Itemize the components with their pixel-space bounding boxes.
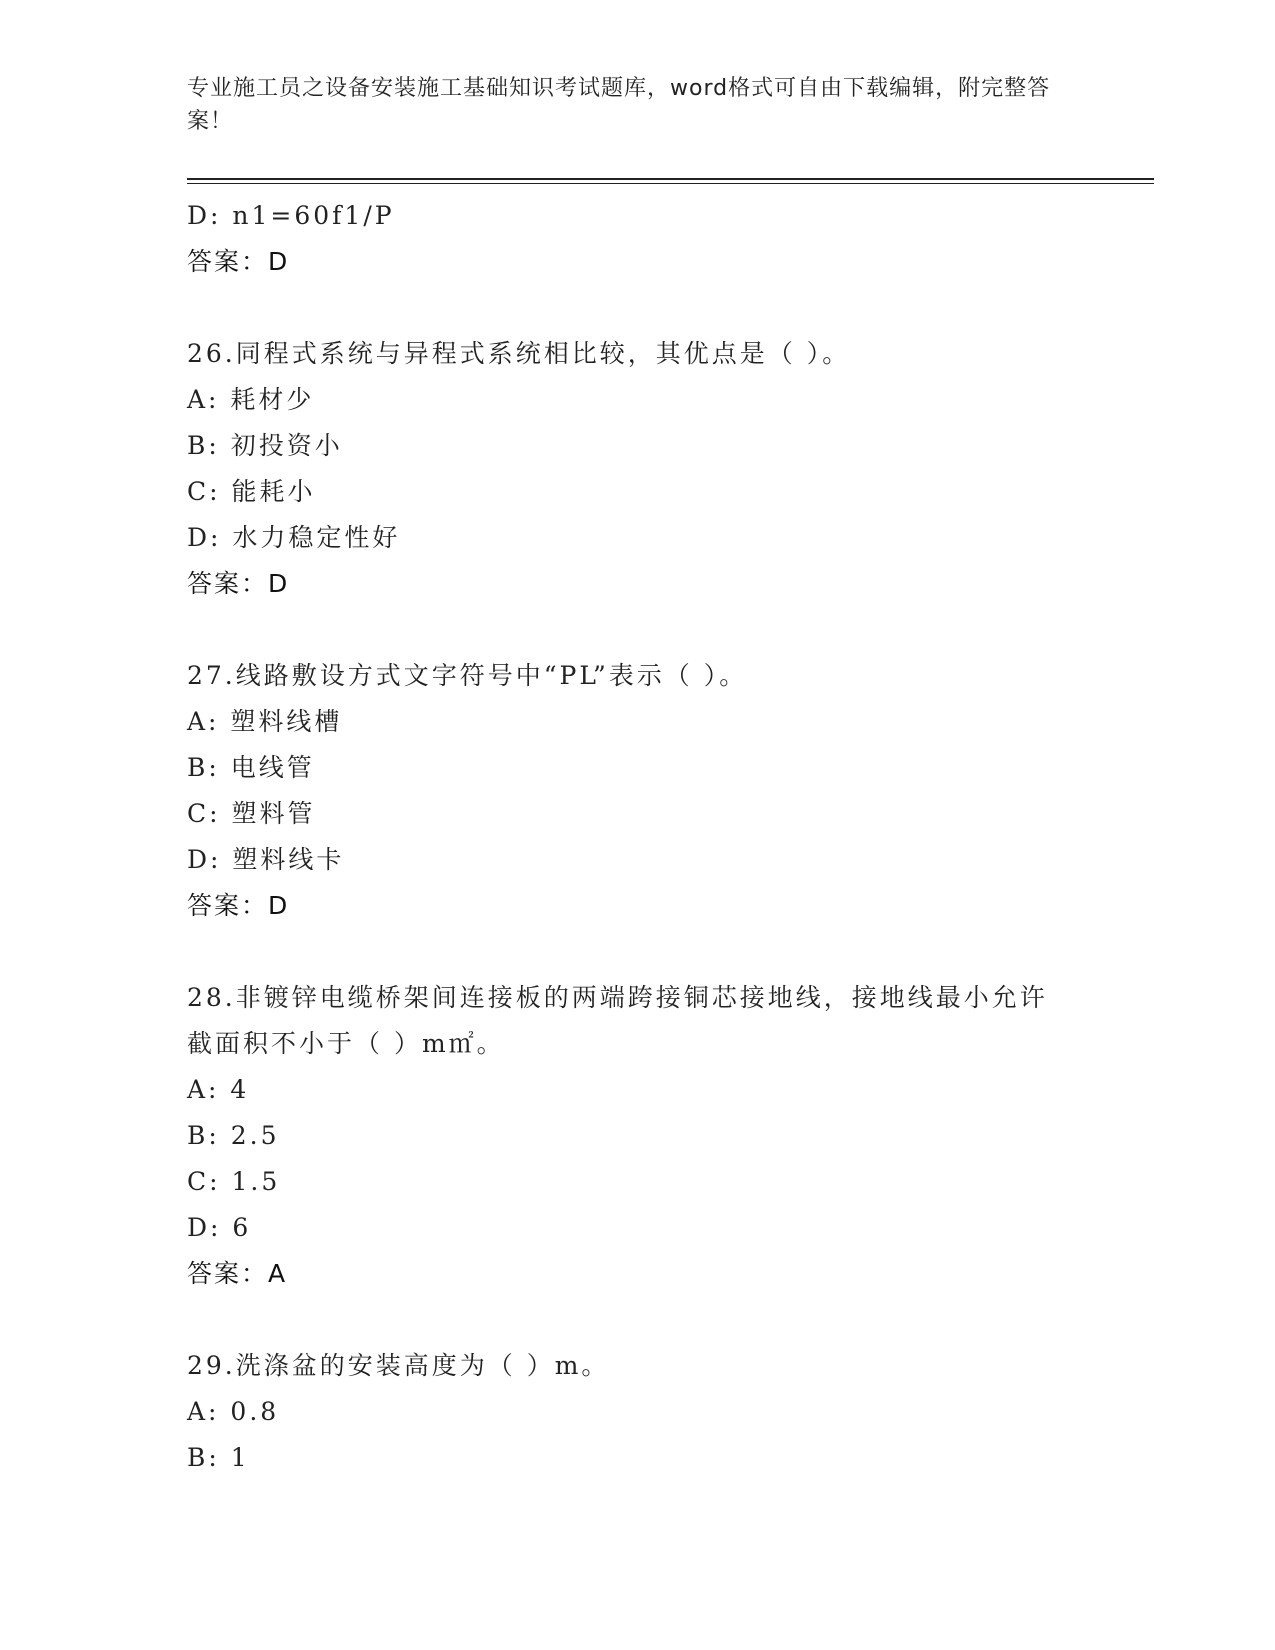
answer-line: 答案：D — [187, 569, 290, 598]
option-item: D: n1=60f1/P — [187, 201, 395, 230]
question-block — [187, 1343, 1087, 1481]
question-block — [187, 653, 1087, 929]
option-item: D: 6 — [187, 1213, 252, 1242]
option-item: B: 电线管 — [187, 753, 315, 782]
option-item: C: 塑料管 — [187, 799, 316, 828]
spacer — [187, 285, 1087, 331]
answer-line: 答案：A — [187, 1259, 288, 1288]
answer-line: 答案：D — [187, 247, 290, 276]
spacer — [187, 929, 1087, 975]
question-stem: 26.同程式系统与异程式系统相比较，其优点是（ ）。 — [187, 339, 851, 368]
option-item: D: 塑料线卡 — [187, 845, 345, 874]
option-item: A: 0.8 — [187, 1397, 280, 1426]
option-item: A: 4 — [187, 1075, 250, 1104]
option-item: A: 塑料线槽 — [187, 707, 343, 736]
header-divider-thick — [187, 178, 1154, 180]
answer-line: 答案：D — [187, 891, 290, 920]
option-item: C: 能耗小 — [187, 477, 316, 506]
header-divider-thin — [187, 183, 1154, 184]
question-stem: 29.洗涤盆的安装高度为（ ）m。 — [187, 1351, 610, 1380]
question-stem: 27.线路敷设方式文字符号中“PL”表示（ ）。 — [187, 661, 748, 690]
option-item: D: 水力稳定性好 — [187, 523, 401, 552]
question-stem: 28.非镀锌电缆桥架间连接板的两端跨接铜芯接地线，接地线最小允许截面积不小于（ ）m㎡。 — [187, 983, 1048, 1058]
option-item: B: 1 — [187, 1443, 250, 1472]
option-item: A: 耗材少 — [187, 385, 315, 414]
spacer — [187, 607, 1087, 653]
question-block — [187, 975, 1087, 1297]
spacer — [187, 1297, 1087, 1343]
page-header-text: 专业施工员之设备安装施工基础知识考试题库，word格式可自由下载编辑，附完整答案！ — [187, 76, 1051, 134]
option-item: B: 初投资小 — [187, 431, 343, 460]
option-item: C: 1.5 — [187, 1167, 281, 1196]
option-item: B: 2.5 — [187, 1121, 280, 1150]
question-list — [187, 193, 1087, 1481]
question-block — [187, 331, 1087, 607]
